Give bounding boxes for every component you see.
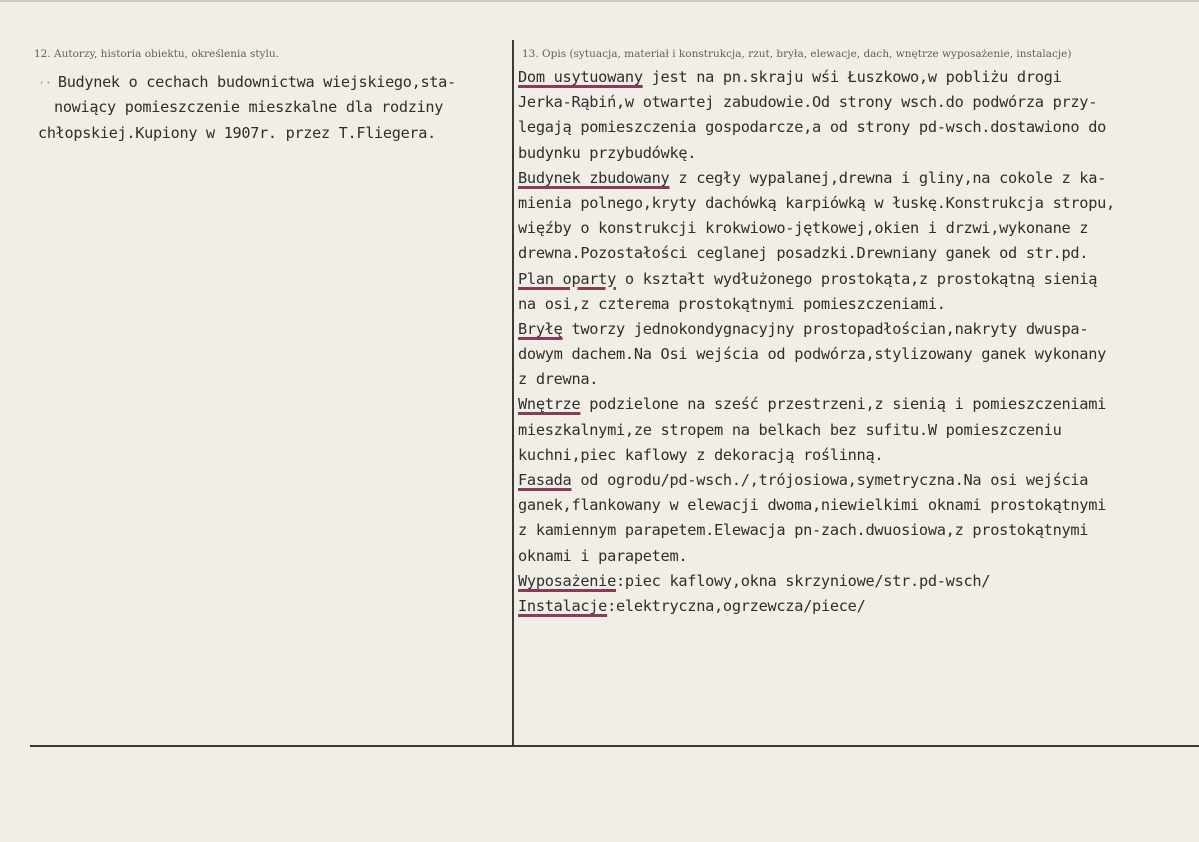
description-line: Bryłę tworzy jednokondygnacyjny prostopadłościan,nakryty dwuspa-	[518, 319, 1089, 338]
description-line: mienia polnego,kryty dachówką karpiówką w łuskę.Konstrukcja stropu,	[518, 193, 1115, 212]
description-line: ganek,flankowany w elewacji dwoma,niewielkimi oknami prostokątnymi	[518, 496, 1107, 515]
description-line: oknami i parapetem.	[518, 546, 688, 565]
heading-construction: Budynek zbudowany	[518, 168, 670, 187]
heading-installations: Instalacje	[518, 596, 608, 615]
history-text	[38, 70, 506, 146]
description-line: Instalacje:elektryczna,ogrzewcza/piece/	[518, 596, 866, 615]
history-line: nowiący pomieszczenie mieszkalne dla rodziny	[54, 98, 444, 117]
description-line: drewna.Pozostałości ceglanej posadzki.Drewniany ganek od str.pd.	[518, 244, 1089, 263]
field-13-label: 13. Opis (sytuacja, materiał i konstrukcja, rzut, bryła, elewacje, dach, wnętrze wyposażenie, instalacje)	[522, 48, 1072, 60]
heading-plan: Plan oparty	[518, 269, 617, 288]
description-line: na osi,z czterema prostokątnymi pomieszczeniami.	[518, 294, 946, 313]
description-line: Budynek zbudowany z cegły wypalanej,drewna i gliny,na cokole z ka-	[518, 168, 1107, 187]
margin-marker: ··	[38, 76, 52, 90]
description-line: z kamiennym parapetem.Elewacja pn-zach.dwuosiowa,z prostokątnymi	[518, 521, 1089, 540]
heading-facade: Fasada	[518, 471, 572, 489]
description-line: więźby o konstrukcji krokwiowo-jętkowej,okien i drzwi,wykonane z	[518, 219, 1089, 238]
description-line: kuchni,piec kaflowy z dekoracją roślinną.	[518, 445, 884, 464]
description-line: z drewna.	[518, 370, 599, 389]
heading-interior: Wnętrze	[518, 395, 581, 414]
history-line: ·· Budynek o cechach budownictwa wiejskiego,sta-	[38, 73, 456, 91]
description-line: legają pomieszczenia gospodarcze,a od strony pd-wsch.dostawiono do	[518, 118, 1107, 137]
description-line: Jerka-Rąbiń,w otwartej zabudowie.Od strony wsch.do podwórza przy-	[518, 93, 1098, 112]
top-edge	[0, 0, 1199, 2]
description-line: Fasada od ogrodu/pd-wsch./,trójosiowa,symetryczna.Na osi wejścia	[518, 471, 1089, 489]
heading-situation: Dom usytuowany	[518, 68, 643, 86]
field-12-label: 12. Autorzy, historia obiektu, określenia stylu.	[34, 48, 279, 60]
description-line: Wnętrze podzielone na sześć przestrzeni,z sienią i pomieszczeniami	[518, 395, 1107, 414]
description-line: Plan oparty o kształt wydłużonego prostokąta,z prostokątną sienią	[518, 269, 1098, 288]
bottom-rule	[30, 745, 1199, 747]
heading-massing: Bryłę	[518, 319, 563, 338]
column-divider	[512, 40, 514, 745]
description-line: budynku przybudówkę.	[518, 143, 697, 162]
description-line: dowym dachem.Na Osi wejścia od podwórza,stylizowany ganek wykonany	[518, 345, 1107, 364]
description-text	[518, 65, 1194, 619]
heading-equipment: Wyposażenie	[518, 571, 617, 590]
description-line: Wyposażenie:piec kaflowy,okna skrzyniowe/str.pd-wsch/	[518, 571, 991, 590]
description-line: Dom usytuowany jest na pn.skraju wśi Łuszkowo,w pobliżu drogi	[518, 68, 1062, 86]
history-line: chłopskiej.Kupiony w 1907r. przez T.Fliegera.	[38, 123, 436, 142]
description-line: mieszkalnymi,ze stropem na belkach bez sufitu.W pomieszczeniu	[518, 420, 1062, 439]
